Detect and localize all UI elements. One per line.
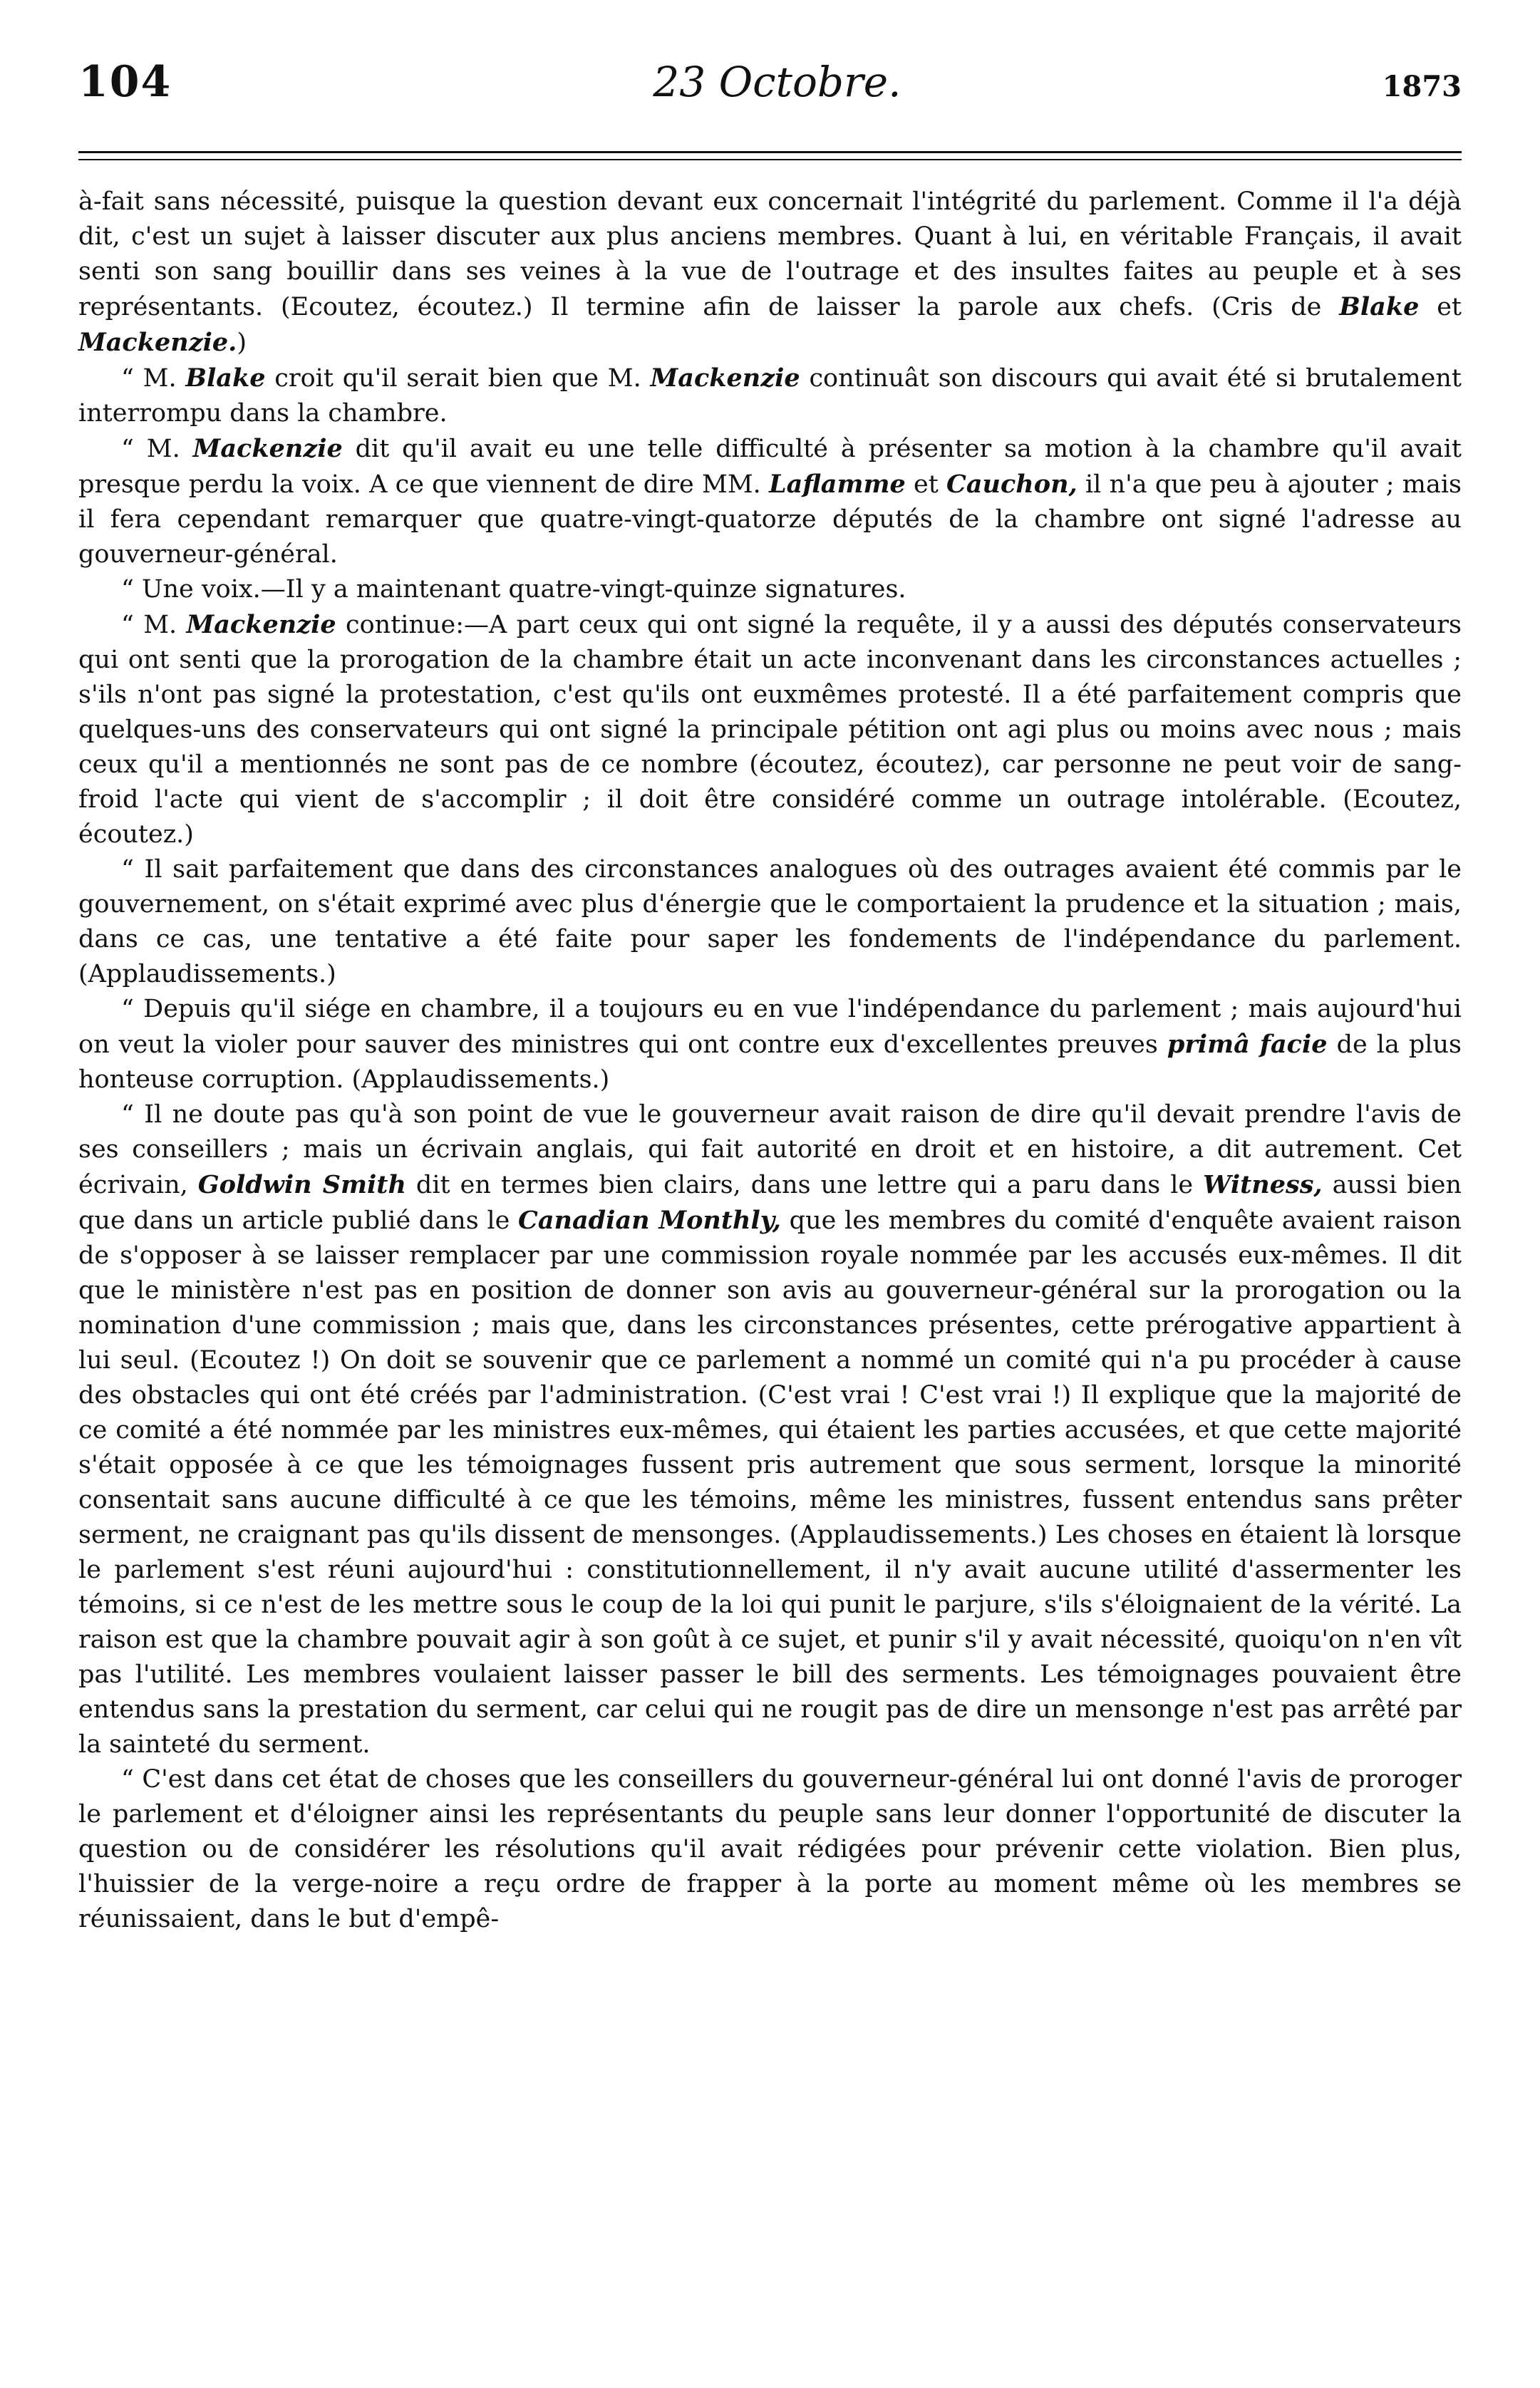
- paragraph-p4: [78, 607, 1462, 852]
- italic-text: Mackenzie: [186, 610, 336, 639]
- paragraph-text: “ Une voix.—Il y a maintenant quatre-vingt-quinze signatures.: [121, 575, 906, 604]
- italic-text: Canadian Monthly,: [518, 1206, 781, 1235]
- paragraph-text: que les membres du comité d'enquête avaient raison de s'opposer à se laisser remplacer par une commission royale nommée par les accusés eux-mêmes. Il dit que le ministère n'est pas en position de donner son avis au gouverneur-général sur la prorogation ou la nomination d'une commission ; mais que, dans les circonstances présentes, cette prérogative appartient à lui seul. (Ecoutez !) On doit se souvenir que ce parlement a nommé un comité qui n'a pu procéder à cause des obstacles qui ont été créés par l'administration. (C'est vrai ! C'est vrai !) Il explique que la majorité de ce comité a été nommée par les ministres eux-mêmes, qui étaient les parties accusées, et que cette majorité s'était opposée à ce que les témoignages fussent pris autrement que sous serment, lorsque la minorité consentait sans aucune difficulté à ce que les témoins, même les ministres, fussent entendus sans prêter serment, ne craignant pas qu'ils dissent de mensonges. (Applaudissements.) Les choses en étaient là lorsque le parlement s'est réuni aujourd'hui : constitutionnellement, il n'y avait aucune utilité d'assermenter les témoins, si ce n'est de les mettre sous le coup de la loi qui punit le parjure, s'ils s'éloignaient de la vérité. La raison est que la chambre pouvait agir à son goût à ce sujet, et punir s'il y avait nécessité, quoiqu'on n'en vît pas l'utilité. Les membres voulaient laisser passer le bill des serments. Les témoignages pouvaient être entendus sans la prestation du serment, car celui qui ne rougit pas de dire un mensonge n'est pas arrêté par la sainteté du serment.: [78, 1206, 1462, 1759]
- paragraph-p6: [78, 992, 1462, 1097]
- paragraph-text: aussi bien que dans un article publié dans le: [78, 1171, 1462, 1235]
- year: 1873: [1382, 70, 1462, 103]
- paragraph-text: dit en termes bien clairs, dans une lettre qui a paru dans le: [405, 1171, 1204, 1199]
- paragraph-text: continuât son discours qui avait été si brutalement interrompu dans la chambre.: [78, 364, 1462, 428]
- paragraph-text: “ Il ne doute pas qu'à son point de vue le gouverneur avait raison de dire qu'il devait prendre l'avis de ses conseillers ; mais un écrivain anglais, qui fait autorité en droit et en histoire, a dit autrement. Cet écrivain,: [78, 1100, 1462, 1199]
- paragraph-text: “ Il sait parfaitement que dans des circonstances analogues où des outrages avaient été commis par le gouvernement, on s'était exprimé avec plus d'énergie que le comportaient la prudence et la situation ; mais, dans ce cas, une tentative a été faite pour saper les fondements de l'indépendance du parlement. (Applaudissements.): [78, 855, 1462, 988]
- italic-text: Mackenzie.: [78, 328, 237, 357]
- italic-text: primâ facie: [1167, 1030, 1328, 1059]
- paragraph-text: et: [1419, 293, 1462, 321]
- italic-text: Blake: [1339, 292, 1420, 321]
- paragraph-text: à-fait sans nécessité, puisque la question devant eux concernait l'intégrité du parlement. Comme il l'a déjà dit, c'est un sujet à laisser discuter aux plus anciens membres. Quant à lui, en véritable Français, il avait senti son sang bouillir dans ses veines à la vue de l'outrage et des insultes faites au peuple et à ses représentants. (Ecoutez, écoutez.) Il termine afin de laisser la parole aux chefs. (Cris de: [78, 187, 1462, 321]
- paragraph-p8: [78, 1762, 1462, 1937]
- paragraph-p1: [78, 361, 1462, 431]
- paragraph-text: croit qu'il serait bien que M.: [265, 364, 651, 393]
- italic-text: Mackenzie: [192, 434, 343, 463]
- paragraph-p7: [78, 1097, 1462, 1762]
- italic-text: Mackenzie: [650, 363, 800, 393]
- paragraph-text: “ Depuis qu'il siége en chambre, il a toujours eu en vue l'indépendance du parlement ; mais aujourd'hui on veut la violer pour sauver des ministres qui ont contre eux d'excellentes preuves: [78, 995, 1462, 1059]
- paragraph-text: “ M.: [121, 611, 187, 639]
- page-number: 104: [78, 57, 172, 107]
- italic-text: Cauchon,: [946, 470, 1078, 499]
- italic-text: Laflamme: [769, 470, 906, 499]
- paragraph-text: et: [905, 470, 947, 499]
- paragraph-p2: [78, 431, 1462, 572]
- paragraph-p3: [78, 572, 1462, 607]
- date-title: 23 Octobre.: [653, 58, 901, 106]
- paragraph-text: ): [237, 329, 247, 357]
- paragraph-text: il n'a que peu à ajouter ; mais il fera cependant remarquer que quatre-vingt-quatorze députés de la chambre ont signé l'adresse au gouverneur-général.: [78, 470, 1462, 569]
- paragraph-text: “ C'est dans cet état de choses que les conseillers du gouverneur-général lui ont donné l'avis de proroger le parlement et d'éloigner ainsi les représentants du peuple sans leur donner l'opportunité de discuter la question ou de considérer les résolutions qu'il avait rédigées pour prévenir cette violation. Bien plus, l'huissier de la verge-noire a reçu ordre de frapper à la porte au moment même où les membres se réunissaient, dans le but d'empê-: [78, 1765, 1462, 1933]
- paragraph-p5: [78, 852, 1462, 992]
- header-rule-thin: [78, 159, 1462, 160]
- paragraph-p0: [78, 185, 1462, 361]
- italic-text: Blake: [185, 363, 266, 393]
- paragraph-text: “ M.: [121, 364, 186, 393]
- paragraph-text: dit qu'il avait eu une telle difficulté à présenter sa motion à la chambre qu'il avait presque perdu la voix. A ce que viennent de dire MM.: [78, 435, 1462, 499]
- italic-text: Goldwin Smith: [197, 1170, 406, 1199]
- paragraph-text: continue:—A part ceux qui ont signé la requête, il y a aussi des députés conservateurs qui ont senti que la prorogation de la chambre était un acte inconvenant dans les circonstances actuelles ; s'ils n'ont pas signé la protestation, c'est qu'ils ont euxmêmes protesté. Il a été parfaitement compris que quelques-uns des conservateurs qui ont signé la principale pétition ont agi plus ou moins avec nous ; mais ceux qu'il a mentionnés ne sont pas de ce nombre (écoutez, écoutez), car personne ne peut voir de sang-froid l'acte qui vient de s'accomplir ; il doit être considéré comme un outrage intolérable. (Ecoutez, écoutez.): [78, 611, 1462, 849]
- paragraph-text: “ M.: [121, 435, 193, 463]
- italic-text: Witness,: [1203, 1170, 1323, 1199]
- header-rule-thick: [78, 151, 1462, 153]
- header-rules: [78, 151, 1462, 160]
- paragraph-text: de la plus honteuse corruption. (Applaudissements.): [78, 1030, 1462, 1094]
- article-body: [78, 185, 1462, 1937]
- page-header: [78, 57, 1462, 135]
